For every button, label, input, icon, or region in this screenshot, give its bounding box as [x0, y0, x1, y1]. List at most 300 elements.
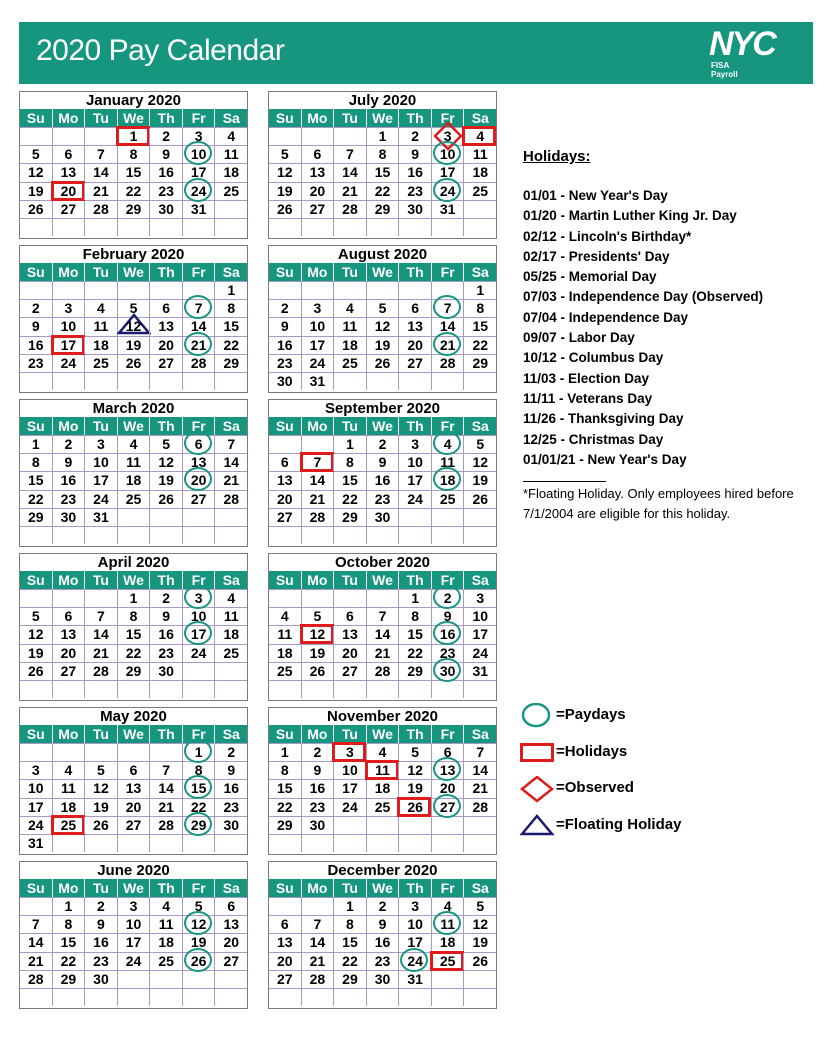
day-number: 10: [439, 146, 456, 163]
empty-cell: [301, 436, 334, 453]
day-cell: [20, 799, 52, 816]
empty-cell: [117, 971, 150, 988]
day-cell: [84, 762, 117, 779]
day-number: 15: [277, 780, 293, 797]
empty-cell: [301, 989, 334, 1006]
day-number: 27: [223, 952, 240, 969]
empty-cell: [269, 835, 301, 852]
day-cell: [333, 762, 366, 779]
day-cell: [463, 663, 496, 680]
day-number: 26: [93, 816, 109, 833]
empty-cell: [182, 989, 215, 1006]
empty-cell: [366, 681, 399, 698]
day-number: 9: [378, 454, 387, 471]
weekday-label: Mo: [52, 725, 85, 743]
day-number: 12: [28, 164, 44, 181]
day-cell: [117, 491, 150, 508]
day-number: 7: [313, 454, 322, 471]
day-number: 3: [443, 128, 452, 144]
day-cell: [269, 916, 301, 933]
day-number: 4: [280, 608, 289, 625]
day-number: 14: [158, 780, 174, 797]
day-cell: [269, 608, 301, 625]
day-number: 12: [309, 626, 326, 643]
day-number: 6: [129, 762, 138, 779]
day-number: 22: [342, 490, 358, 507]
week-row: [269, 453, 496, 471]
weekday-header: [20, 417, 247, 435]
month-calendar: [19, 91, 248, 239]
day-number: 3: [129, 898, 138, 914]
day-number: 22: [190, 798, 207, 815]
week-row: [20, 526, 247, 544]
day-cell: [20, 300, 52, 317]
day-number: 24: [407, 952, 423, 969]
day-cell: [398, 318, 431, 335]
day-cell: [301, 780, 334, 797]
day-cell: [117, 934, 150, 951]
day-cell: [333, 608, 366, 625]
weekday-header: [20, 109, 247, 127]
day-cell: [301, 146, 334, 163]
day-number: 18: [374, 780, 391, 797]
weekday-label: Mo: [301, 417, 334, 435]
day-number: 3: [64, 300, 73, 317]
day-cell: [84, 934, 117, 951]
empty-cell: [52, 282, 85, 299]
weekday-label: Tu: [333, 571, 366, 589]
day-number: 26: [472, 952, 489, 969]
day-number: 23: [374, 952, 391, 969]
day-cell: [366, 201, 399, 218]
day-number: 1: [411, 590, 419, 606]
day-cell: [431, 590, 464, 607]
day-number: 15: [342, 472, 358, 489]
day-cell: [214, 817, 247, 834]
week-row: [269, 743, 496, 761]
empty-cell: [269, 989, 301, 1006]
weekday-label: Th: [398, 571, 431, 589]
day-number: 22: [223, 336, 240, 353]
week-row: [20, 834, 247, 852]
day-number: 27: [342, 662, 358, 679]
day-cell: [52, 971, 85, 988]
weekday-label: Su: [20, 571, 52, 589]
day-cell: [269, 201, 301, 218]
day-cell: [117, 898, 150, 915]
day-cell: [52, 454, 85, 471]
day-cell: [301, 817, 334, 834]
weekday-label: We: [117, 571, 150, 589]
weekday-label: Tu: [84, 879, 117, 897]
day-cell: [269, 934, 301, 951]
weekday-label: Th: [398, 725, 431, 743]
day-cell: [333, 300, 366, 317]
day-cell: [366, 626, 399, 643]
week-row: [20, 281, 247, 299]
empty-cell: [269, 898, 301, 915]
day-cell: [117, 355, 150, 372]
empty-cell: [20, 681, 52, 698]
day-cell: [117, 183, 150, 200]
week-row: [269, 834, 496, 852]
day-cell: [463, 744, 496, 761]
day-number: 12: [374, 318, 391, 335]
day-cell: [398, 663, 431, 680]
day-number: 15: [472, 318, 489, 335]
day-cell: [149, 472, 182, 489]
day-cell: [366, 608, 399, 625]
weekday-label: Su: [269, 571, 301, 589]
day-cell: [149, 300, 182, 317]
month-calendar: [19, 861, 248, 1009]
day-number: 18: [342, 336, 358, 353]
day-cell: [182, 164, 215, 181]
day-cell: [333, 626, 366, 643]
day-number: 7: [346, 146, 354, 163]
day-cell: [117, 608, 150, 625]
day-cell: [84, 916, 117, 933]
day-number: 1: [346, 898, 354, 914]
week-row: [20, 372, 247, 390]
day-cell: [463, 337, 496, 354]
day-cell: [214, 337, 247, 354]
day-cell: [20, 164, 52, 181]
weekday-label: Su: [20, 263, 52, 281]
day-cell: [84, 355, 117, 372]
day-cell: [84, 146, 117, 163]
day-number: 4: [97, 300, 105, 317]
day-number: 7: [97, 608, 105, 625]
day-cell: [366, 337, 399, 354]
day-cell: [20, 201, 52, 218]
day-number: 12: [277, 164, 293, 181]
day-number: 22: [125, 182, 142, 199]
day-cell: [214, 916, 247, 933]
empty-cell: [214, 971, 247, 988]
day-number: 21: [309, 952, 326, 969]
day-cell: [20, 762, 52, 779]
day-number: 13: [277, 934, 293, 951]
week-row: [20, 743, 247, 761]
week-row: [269, 933, 496, 951]
day-cell: [366, 128, 399, 145]
day-cell: [463, 762, 496, 779]
day-cell: [269, 744, 301, 761]
weekday-label: Sa: [463, 263, 496, 281]
day-number: 20: [342, 644, 358, 661]
weekday-label: Tu: [333, 263, 366, 281]
day-number: 25: [125, 490, 142, 507]
day-number: 17: [28, 798, 44, 815]
month-title: May 2020: [100, 708, 167, 725]
day-cell: [333, 645, 366, 662]
day-number: 18: [439, 472, 456, 489]
empty-cell: [269, 282, 301, 299]
empty-cell: [84, 989, 117, 1006]
day-number: 6: [227, 898, 236, 914]
day-cell: [84, 645, 117, 662]
empty-cell: [366, 373, 399, 390]
day-cell: [149, 318, 182, 335]
weekday-label: We: [117, 109, 150, 127]
day-number: 23: [439, 644, 456, 661]
day-number: 2: [64, 436, 73, 452]
day-cell: [333, 491, 366, 508]
day-number: 19: [374, 336, 391, 353]
empty-cell: [333, 590, 366, 607]
day-number: 8: [346, 454, 354, 471]
day-number: 23: [374, 490, 391, 507]
day-cell: [333, 201, 366, 218]
day-number: 30: [309, 816, 326, 833]
day-cell: [52, 318, 85, 335]
day-number: 6: [346, 608, 354, 625]
day-number: 9: [313, 762, 322, 779]
day-number: 7: [313, 916, 322, 933]
empty-cell: [117, 744, 150, 761]
day-number: 1: [129, 590, 138, 606]
day-number: 31: [28, 834, 44, 851]
day-number: 27: [190, 490, 207, 507]
weekday-label: Su: [20, 725, 52, 743]
day-cell: [398, 590, 431, 607]
day-cell: [84, 164, 117, 181]
day-number: 29: [223, 354, 240, 371]
day-cell: [333, 898, 366, 915]
day-number: 6: [64, 608, 73, 625]
weekday-label: Su: [269, 417, 301, 435]
day-cell: [214, 608, 247, 625]
day-number: 28: [309, 508, 326, 525]
legend-holidays: [520, 740, 810, 777]
day-cell: [269, 337, 301, 354]
day-number: 11: [375, 762, 390, 779]
day-cell: [366, 355, 399, 372]
weekday-label: Su: [269, 879, 301, 897]
day-number: 31: [93, 508, 109, 525]
day-number: 20: [158, 336, 174, 353]
day-number: 4: [443, 436, 452, 452]
day-cell: [398, 472, 431, 489]
weekday-label: We: [366, 571, 399, 589]
weekday-label: Tu: [333, 417, 366, 435]
day-cell: [463, 300, 496, 317]
day-cell: [301, 300, 334, 317]
logo-text: NYC: [709, 25, 775, 63]
day-number: 20: [125, 798, 142, 815]
weekday-label: We: [366, 725, 399, 743]
empty-cell: [20, 282, 52, 299]
empty-cell: [366, 590, 399, 607]
day-cell: [269, 472, 301, 489]
day-number: 9: [64, 454, 73, 471]
day-cell: [301, 626, 334, 643]
month-title: July 2020: [348, 92, 417, 109]
empty-cell: [269, 436, 301, 453]
weekday-label: Fr: [182, 417, 215, 435]
day-number: 6: [411, 300, 419, 317]
empty-cell: [214, 373, 247, 390]
empty-cell: [366, 817, 399, 834]
day-number: 13: [60, 626, 77, 643]
day-number: 7: [443, 300, 452, 317]
day-number: 20: [277, 490, 293, 507]
empty-cell: [84, 527, 117, 544]
day-cell: [366, 318, 399, 335]
day-number: 16: [93, 934, 109, 951]
day-cell: [182, 898, 215, 915]
day-number: 29: [472, 354, 489, 371]
day-cell: [52, 491, 85, 508]
month-calendar: [19, 245, 248, 393]
day-cell: [182, 916, 215, 933]
weekday-label: Fr: [182, 571, 215, 589]
empty-cell: [463, 971, 496, 988]
day-number: 28: [223, 490, 240, 507]
day-cell: [333, 436, 366, 453]
footnote-divider: [523, 481, 606, 482]
day-number: 29: [342, 508, 358, 525]
day-number: 7: [31, 916, 40, 933]
empty-cell: [214, 989, 247, 1006]
empty-cell: [333, 527, 366, 544]
empty-cell: [269, 219, 301, 236]
weekday-label: Th: [398, 263, 431, 281]
week-row: [269, 200, 496, 218]
empty-cell: [149, 527, 182, 544]
day-number: 27: [439, 798, 456, 815]
day-number: 10: [190, 146, 207, 163]
day-cell: [431, 780, 464, 797]
weekday-label: Sa: [214, 109, 247, 127]
empty-cell: [117, 989, 150, 1006]
day-cell: [149, 590, 182, 607]
day-cell: [149, 164, 182, 181]
day-cell: [431, 318, 464, 335]
day-number: 5: [313, 608, 322, 625]
day-cell: [366, 780, 399, 797]
day-cell: [214, 164, 247, 181]
day-cell: [398, 608, 431, 625]
day-number: 2: [162, 590, 170, 606]
day-number: 15: [125, 626, 142, 643]
day-number: 25: [93, 354, 109, 371]
empty-cell: [366, 527, 399, 544]
day-cell: [366, 164, 399, 181]
day-cell: [301, 934, 334, 951]
day-cell: [333, 183, 366, 200]
day-cell: [366, 183, 399, 200]
day-cell: [52, 780, 85, 797]
day-cell: [366, 971, 399, 988]
day-number: 23: [93, 952, 109, 969]
day-number: 29: [190, 816, 207, 833]
month-title: January 2020: [85, 92, 182, 109]
empty-cell: [20, 219, 52, 236]
week-row: [20, 915, 247, 933]
empty-cell: [269, 527, 301, 544]
day-cell: [398, 454, 431, 471]
day-number: 27: [277, 508, 293, 525]
day-number: 26: [158, 490, 174, 507]
day-number: 12: [93, 780, 109, 797]
day-number: 30: [158, 662, 174, 679]
day-cell: [431, 762, 464, 779]
day-cell: [269, 509, 301, 526]
day-cell: [463, 128, 496, 145]
day-cell: [182, 626, 215, 643]
day-number: 20: [60, 644, 77, 661]
week-row: [269, 644, 496, 662]
month-title: December 2020: [327, 862, 438, 879]
weekday-label: Su: [20, 417, 52, 435]
month-title: September 2020: [324, 400, 441, 417]
day-number: 1: [227, 282, 236, 298]
week-row: [269, 281, 496, 299]
day-number: 20: [277, 952, 293, 969]
day-cell: [149, 663, 182, 680]
day-number: 2: [443, 590, 452, 606]
day-cell: [269, 645, 301, 662]
day-number: 10: [60, 318, 77, 335]
day-number: 7: [378, 608, 387, 625]
weekday-label: Fr: [182, 879, 215, 897]
day-cell: [463, 146, 496, 163]
month-title: April 2020: [97, 554, 170, 571]
weekday-label: Mo: [301, 571, 334, 589]
day-number: 11: [126, 454, 141, 471]
day-number: 17: [93, 472, 109, 489]
day-number: 15: [190, 780, 207, 797]
day-number: 15: [60, 934, 77, 951]
day-cell: [149, 645, 182, 662]
day-number: 9: [162, 608, 170, 625]
day-number: 31: [472, 662, 489, 679]
day-cell: [214, 436, 247, 453]
empty-cell: [214, 509, 247, 526]
weekday-label: Th: [149, 725, 182, 743]
weekday-label: Fr: [431, 263, 464, 281]
day-number: 13: [277, 472, 293, 489]
week-row: [269, 490, 496, 508]
weekday-label: Tu: [84, 263, 117, 281]
day-cell: [20, 953, 52, 970]
day-number: 12: [158, 454, 174, 471]
day-number: 14: [223, 454, 240, 471]
day-number: 17: [407, 934, 423, 951]
week-row: [20, 662, 247, 680]
day-cell: [117, 472, 150, 489]
day-cell: [117, 318, 150, 335]
week-row: [269, 336, 496, 354]
day-number: 13: [439, 762, 456, 779]
day-number: 12: [472, 916, 489, 933]
day-number: 15: [223, 318, 240, 335]
day-number: 20: [223, 934, 240, 951]
week-row: [269, 317, 496, 335]
day-number: 26: [374, 354, 391, 371]
empty-cell: [149, 835, 182, 852]
empty-cell: [20, 744, 52, 761]
day-number: 17: [60, 336, 77, 353]
day-number: 8: [378, 146, 387, 163]
holiday-item: 07/03 - Independence Day (Observed): [523, 289, 764, 305]
holiday-item: 10/12 - Columbus Day: [523, 350, 664, 366]
week-row: [269, 182, 496, 200]
empty-cell: [214, 835, 247, 852]
day-cell: [463, 934, 496, 951]
